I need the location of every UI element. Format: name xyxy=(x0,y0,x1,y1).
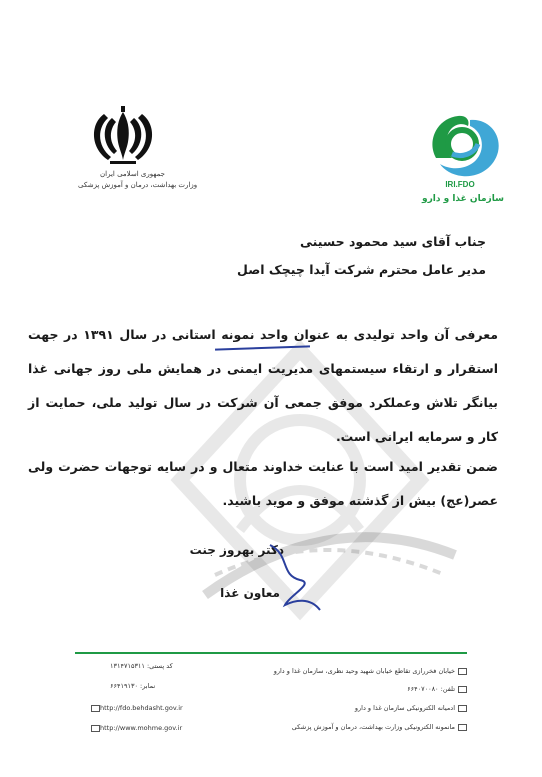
mail-icon xyxy=(458,705,467,712)
emblem-caption-republic: جمهوری اسلامی ایران xyxy=(100,170,165,178)
envelope-icon xyxy=(458,668,467,675)
signatory-name: دکتر بهروز جنت xyxy=(189,543,284,557)
emblem-caption-ministry: وزارت بهداشت، درمان و آموزش پزشکی xyxy=(78,181,198,189)
web-icon xyxy=(91,705,100,712)
fda-logo-text: IRI.FDO xyxy=(445,180,475,189)
footer-email-2-text: مانمونه الکترونیکی وزارت بهداشت، درمان و آموزش پزشکی xyxy=(291,723,455,731)
phone-icon xyxy=(458,686,467,693)
footer-postal-code: کد پستی: ۱۳۱۴۷۱۵۳۱۱ xyxy=(110,662,173,670)
signatory-role: معاون غذا xyxy=(220,586,280,600)
recipient-name: جناب آقای سید محمود حسینی xyxy=(300,234,486,249)
footer-website-2-text: http://www.mohme.gov.ir xyxy=(100,724,183,732)
footer-website-1[interactable] xyxy=(88,704,183,712)
footer-tel xyxy=(407,685,467,693)
footer-email-1-text: ادمیانه الکترونیکی سازمان غذا و دارو xyxy=(354,704,455,712)
footer-fax: نمابر: ۶۶۴۱۹۱۳۰ xyxy=(110,682,156,690)
letter-paragraph-2: ضمن تقدیر امید است با عنایت خداوند متعال و در سایه توجهات حضرت ولی عصر(عج) بیش از گذشته موفق و موید باشید. xyxy=(28,459,498,508)
handwritten-signature-icon xyxy=(260,535,330,615)
footer-divider xyxy=(75,652,467,654)
footer-email-2 xyxy=(292,723,467,731)
footer-tel-text: تلفن: ۶۶۴۰۷۰۰۸۰ xyxy=(407,685,455,693)
web-icon xyxy=(91,725,100,732)
recipient-title: مدیر عامل محترم شرکت آیدا چیچک اصل xyxy=(237,262,486,277)
footer-email-1 xyxy=(355,704,467,712)
footer-website-2[interactable] xyxy=(88,724,182,732)
footer-website-1-text: http://fdo.behdasht.gov.ir xyxy=(100,704,183,712)
letter-paragraph-1: معرفی آن واحد تولیدی به عنوان واحد نمونه استانی در سال ۱۳۹۱ در جهت استقرار و ارتقاء سیستمهای مدیریت ایمنی در همایش ملی روز جهانی غذا بیانگر تلاش وعملکرد موفق جمعی آن شرکت در سال تولید ملی، حمایت از کار و سرمایه ایرانی است. xyxy=(28,327,499,444)
mail-icon xyxy=(458,724,467,731)
fda-caption: سازمان غذا و دارو xyxy=(422,194,504,204)
fda-logo-icon xyxy=(422,110,504,190)
footer-address-text: خیابان فخررازی تقاطع خیابان شهید وحید نظری، سازمان غذا و دارو xyxy=(273,667,455,675)
footer-address xyxy=(274,667,467,675)
iran-emblem-icon xyxy=(88,104,158,166)
